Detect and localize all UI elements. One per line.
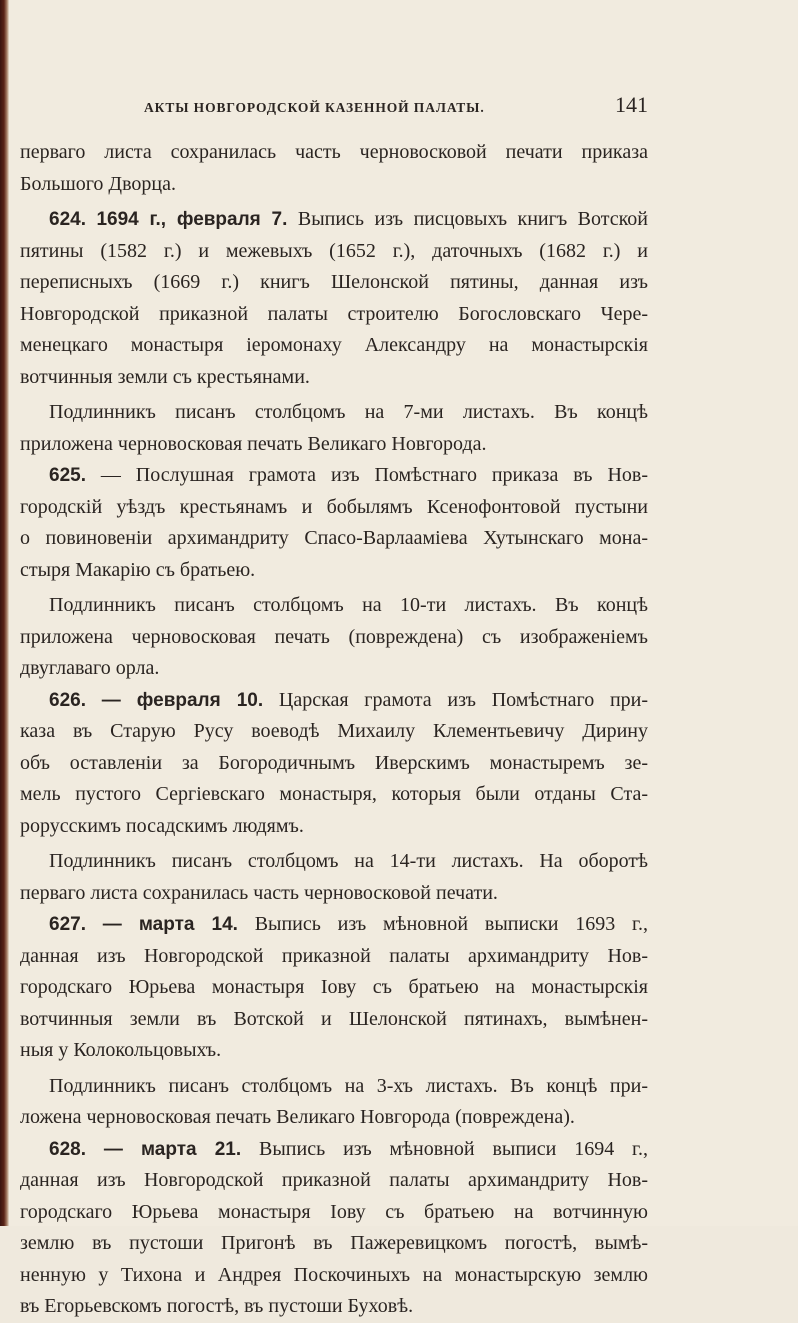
entry-text-start: Выпись изъ мѣновной выписи 1694 г., — [241, 1137, 649, 1160]
text-line: стыря Макарiю съ братьею. — [20, 558, 256, 581]
entry-first-line — [20, 909, 648, 941]
entry-626 — [20, 685, 648, 843]
entry-date: 1694 г., февраля 7. — [96, 209, 288, 230]
paragraph — [20, 397, 648, 460]
text-line: ложена черновосковая печать Великаго Новгорода (повреждена). — [20, 1106, 575, 1128]
running-header — [20, 92, 648, 122]
text-line: Большого Дворца. — [20, 172, 176, 195]
text-line: городскаго Юрьева монастыря Iову съ братьею на монастырскiя — [20, 976, 648, 998]
entry-first-line — [20, 1134, 648, 1166]
running-title: АКТЫ НОВГОРОДСКОЙ КАЗЕННОЙ ПАЛАТЫ. — [144, 100, 485, 115]
text-line: данная изъ Новгородской приказной палаты архимандриту Нов- — [20, 944, 648, 967]
text-line: объ оставленiи за Богородичнымъ Иверскимъ монастыремъ зе- — [20, 751, 648, 774]
entry-number: 628. — [49, 1138, 86, 1160]
text-line: Подлинникъ писанъ столбцомъ на 10-ти листахъ. Въ концѣ — [49, 594, 648, 616]
text-line: мель пустого Сергiевскаго монастыря, которыя были отданы Ста- — [20, 783, 648, 805]
entry-number: 627. — [49, 914, 86, 935]
text-line: приложена черновосковая печать Великаго Новгорода. — [20, 432, 487, 455]
text-line: перваго листа сохранилась часть черновосковой печати приказа — [20, 141, 648, 163]
text-line: приложена черновосковая печать (повреждена) съ изображенiемъ — [20, 625, 648, 648]
text-line: менецкаго монастыря iеромонаху Александру на монастырскiя — [20, 334, 648, 356]
page-number: 141 — [615, 92, 648, 117]
entry-first-line — [20, 685, 648, 717]
text-line: переписныхъ (1669 г.) книгъ Шелонской пятины, данная изъ — [20, 271, 648, 293]
entry-first-line — [20, 460, 648, 492]
paragraph — [20, 590, 648, 685]
text-line: вотчинныя земли съ крестьянами. — [20, 365, 310, 388]
entry-text-start: — Послушная грамота изъ Помѣстнаго приказа въ Нов- — [85, 464, 648, 486]
text-line: двуглаваго орла. — [20, 657, 160, 679]
entry-date: — февраля 10. — [101, 689, 264, 711]
entry-number: 625. — [49, 465, 86, 486]
text-line: землю въ пустоши Пригонѣ въ Пажеревицкомъ погостѣ, вымѣ- — [20, 1232, 648, 1254]
entry-date: — марта 14. — [102, 914, 238, 935]
entry-text-start: Выпись изъ мѣновной выписки 1693 г., — [237, 913, 649, 935]
entry-text-start: Царская грамота изъ Помѣстнаго при- — [263, 688, 649, 711]
paragraph — [20, 1071, 648, 1134]
text-line: Подлинникъ писанъ столбцомъ на 7-ми листахъ. Въ концѣ — [49, 401, 648, 423]
entry-text-start: Выпись изъ писцовыхъ книгъ Вотской — [287, 208, 648, 230]
paragraph — [20, 846, 648, 909]
text-line: каза въ Старую Русу воеводѣ Михаилу Клементьевичу Дирину — [20, 720, 648, 742]
text-line: о повиновенiи архимандриту Спасо-Варлаамiева Хутынскаго мона- — [20, 527, 648, 549]
entry-628 — [20, 1134, 648, 1323]
entry-number: 624. — [49, 209, 86, 230]
text-line: данная изъ Новгородской приказной палаты архимандриту Нов- — [20, 1169, 648, 1191]
text-line: ныя у Колокольцовыхъ. — [20, 1039, 222, 1061]
entry-624 — [20, 204, 648, 393]
text-line: городскiй уѣздъ крестьянамъ и бобылямъ Ксенофонтовой пустыни — [20, 495, 648, 518]
text-line: Новгородской приказной палаты строителю Богословскаго Чере- — [20, 302, 648, 325]
body-text — [20, 137, 648, 1323]
text-line: Подлинникъ писанъ столбцомъ на 14-ти листахъ. На оборотѣ — [49, 850, 648, 872]
text-line: Подлинникъ писанъ столбцомъ на 3-хъ листахъ. Въ концѣ при- — [49, 1074, 648, 1097]
entry-first-line — [20, 204, 648, 236]
text-line: рорусскимъ посадскимъ людямъ. — [20, 814, 304, 837]
text-line: пятины (1582 г.) и межевыхъ (1652 г.), даточныхъ (1682 г.) и — [20, 239, 648, 262]
text-line: въ Егорьевскомъ погостѣ, въ пустоши Буховѣ. — [20, 1295, 414, 1317]
entry-number: 626. — [49, 689, 86, 711]
text-line: ненную у Тихона и Андрея Поскочиныхъ на монастырскую землю — [20, 1263, 648, 1286]
book-spine-edge — [0, 0, 9, 1226]
entry-date: — марта 21. — [103, 1138, 242, 1160]
text-line: вотчинныя земли въ Вотской и Шелонской пятинахъ, вымѣнен- — [20, 1007, 648, 1030]
paragraph — [20, 137, 648, 200]
text-line: перваго листа сохранилась часть черновосковой печати. — [20, 881, 498, 904]
entry-625 — [20, 460, 648, 586]
text-line: городскаго Юрьева монастыря Iову съ братьею на вотчинную — [20, 1200, 648, 1223]
entry-627 — [20, 909, 648, 1067]
